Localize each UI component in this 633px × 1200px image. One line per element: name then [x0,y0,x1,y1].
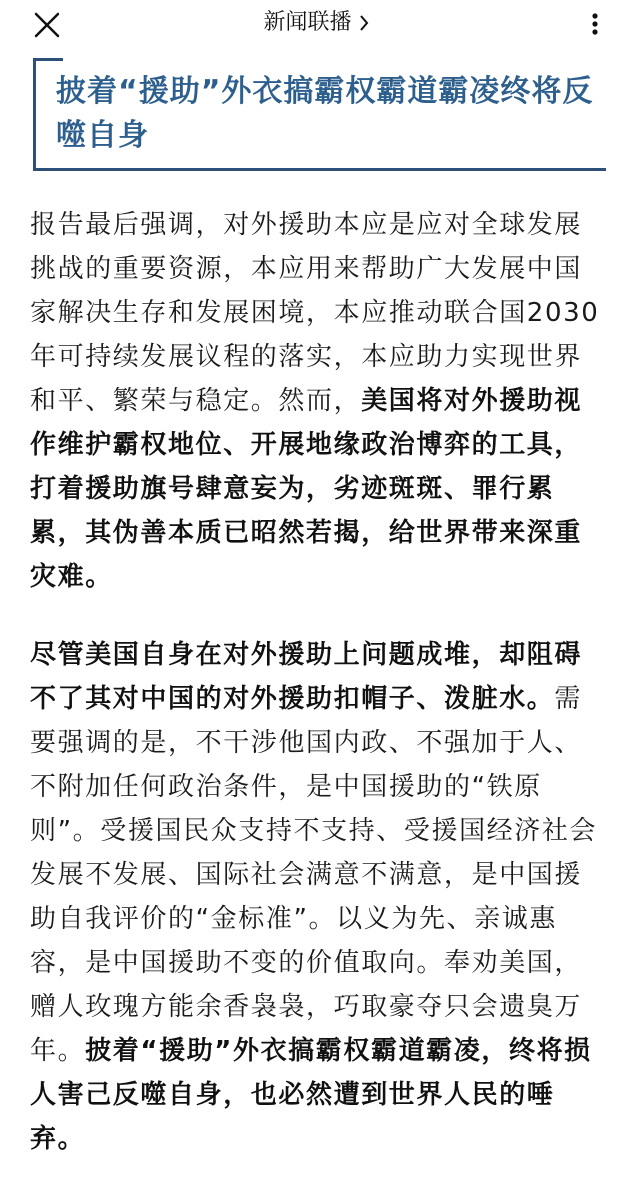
more-vertical-icon [577,12,613,36]
headline-frame [33,58,606,171]
article-paragraph-2 [30,633,608,1161]
top-nav-bar [0,0,633,50]
account-title-link[interactable] [0,7,633,39]
more-options-button[interactable] [577,12,613,36]
account-name: 新闻联播 [263,10,352,35]
article-paragraph-1 [30,203,608,599]
article-headline: 披着“援助”外衣搞霸权霸道霸凌终将反噬自身 [56,74,594,153]
paragraph-1-bold: 美国将对外援助视作维护霸权地位、开展地缘政治博弈的工具，打着援助旗号肆意妄为，劣迹斑斑、罪行累累，其伪善本质已昭然若揭，给世界带来深重灾难。 [30,386,583,592]
chevron-right-icon [358,13,370,33]
paragraph-2-bold-end: 披着“援助”外衣搞霸权霸道霸凌，终将损人害己反噬自身，也必然遭到世界人民的唾弃。 [30,1036,592,1154]
paragraph-1-text: 报告最后强调，对外援助本应是应对全球发展挑战的重要资源，本应用来帮助广大发展中国家解决生存和发展困境，本应推动联合国2030年可持续发展议程的落实，本应助力实现世界和平、繁荣与稳定。然而， [30,210,600,416]
paragraph-2-bold-start: 尽管美国自身在对外援助上问题成堆，却阻碍不了其对中国的对外援助扣帽子、泼脏水。 [30,640,583,714]
paragraph-2-text: 需要强调的是，不干涉他国内政、不强加于人、不附加任何政治条件，是中国援助的“铁原则”。受援国民众支持不支持、受援国经济社会发展不发展、国际社会满意不满意，是中国援助自我评价的“金标准”。以义为先、亲诚惠容，是中国援助不变的价值取向。奉劝美国，赠人玫瑰方能余香袅袅，巧取豪夺只会遗臭万年。 [30,684,598,1066]
